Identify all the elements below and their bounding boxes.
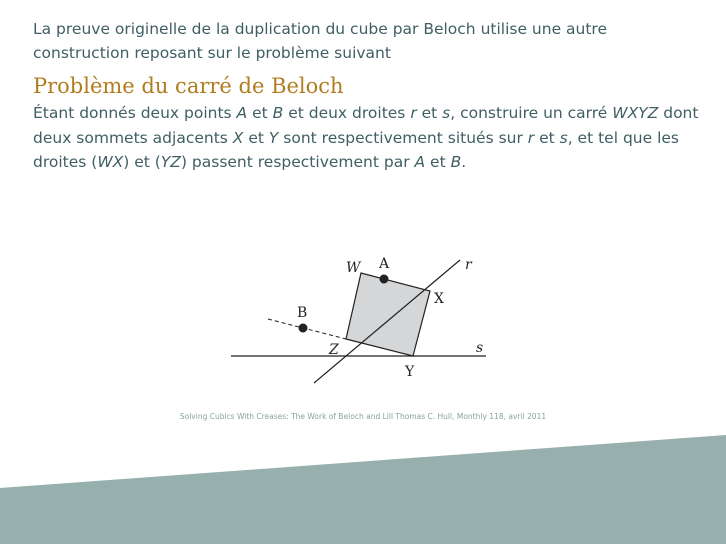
label-z: Z [329,342,339,358]
section-heading: Problème du carré de Beloch [33,74,344,98]
problem-statement: Étant donnés deux points A et B et deux droites r et s, construire un carré WXYZ dont deux sommets adjacents X et Y sont respectivement situés sur r et s, et tel que les droites (WX) et (YZ) passent respectivement par A et B. [33,104,699,171]
intro-line-2: construction reposant sur le problème suivant [33,44,391,62]
label-a: A [379,256,390,272]
label-s: s [476,340,484,356]
label-w: W [346,260,361,276]
label-y: Y [405,364,415,380]
intro-line-1: La preuve originelle de la duplication du cube par Beloch utilise une autre [33,20,607,38]
label-r: r [465,257,472,273]
figure-caption: Solving Cubics With Creases: The Work of Beloch and Lill Thomas C. Hull, Monthly 118, avril 2011 [179,412,547,421]
label-x: X [434,291,444,307]
label-b: B [297,305,308,321]
